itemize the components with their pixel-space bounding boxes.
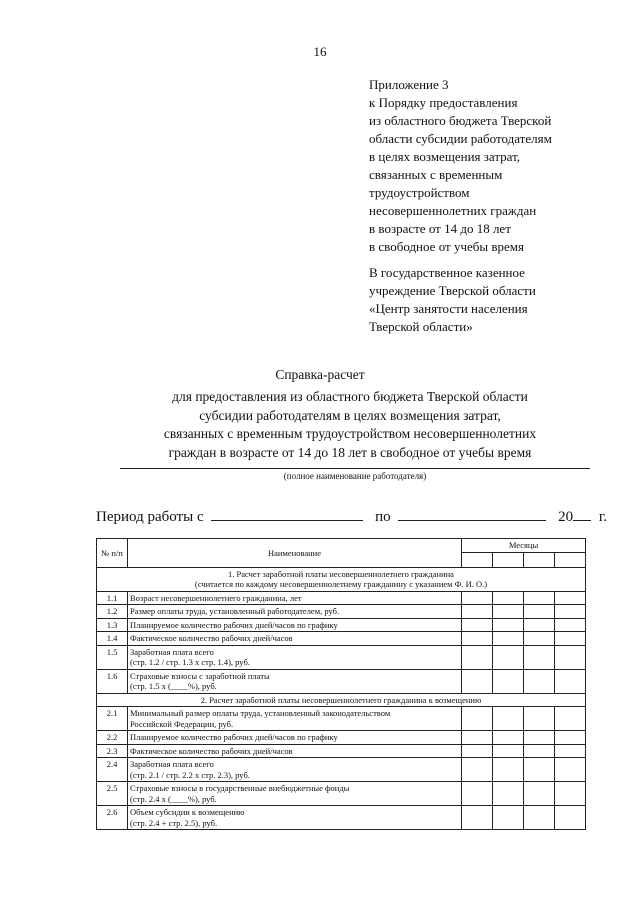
table-row [97, 618, 586, 632]
period-from-field[interactable] [211, 506, 363, 521]
subtitle-line: граждан в возрасте от 14 до 18 лет в свободное от учебы время [168, 444, 532, 460]
month-value-cell[interactable] [524, 744, 555, 758]
table-row [97, 632, 586, 646]
period-to-label: по [375, 509, 391, 525]
month-value-cell[interactable] [493, 806, 524, 830]
month-value-cell[interactable] [524, 731, 555, 745]
month-value-cell[interactable] [524, 758, 555, 782]
row-name-line: (стр. 2.1 / стр. 2.2 x стр. 2.3), руб. [130, 769, 250, 780]
row-name-line: Заработная плата всего [130, 759, 214, 769]
document-subtitle [100, 388, 600, 462]
month-value-cell[interactable] [524, 669, 555, 693]
row-number: 1.1 [97, 591, 128, 605]
section-header-row [97, 693, 586, 707]
appendix-line: из областного бюджета Тверской [369, 113, 552, 128]
row-name-line: Возраст несовершеннолетнего гражданина, лет [130, 592, 302, 603]
month-value-cell[interactable] [462, 758, 493, 782]
month-value-cell[interactable] [555, 806, 586, 830]
recipient-block [369, 264, 536, 336]
row-name-line: Страховые взносы в государственные внебюджетные фонды [130, 783, 350, 793]
month-value-cell[interactable] [555, 731, 586, 745]
subtitle-line: для предоставления из областного бюджета Тверской области [172, 389, 528, 404]
section-title-line: 1. Расчет заработной платы несовершеннолетнего гражданина [228, 568, 454, 579]
row-name-line: Объем субсидии к возмещению [130, 807, 245, 817]
month-value-cell[interactable] [462, 744, 493, 758]
row-name [128, 782, 462, 806]
period-year-field[interactable] [573, 506, 591, 521]
subtitle-line: связанных с временным трудоустройством несовершеннолетних [163, 426, 537, 441]
month-value-cell[interactable] [493, 645, 524, 669]
month-value-cell[interactable] [555, 618, 586, 632]
section-header-row [97, 567, 586, 591]
section-title [97, 693, 586, 707]
month-value-cell[interactable] [462, 669, 493, 693]
appendix-block [369, 76, 552, 256]
table-row [97, 731, 586, 745]
column-header-name: Наименование [128, 539, 462, 568]
recipient-line: «Центр занятости населения [369, 301, 528, 316]
column-header-number: № п/п [97, 539, 128, 568]
row-name-line: (стр. 1.2 / стр. 1.3 x стр. 1.4), руб. [130, 657, 250, 667]
month-value-cell[interactable] [524, 782, 555, 806]
row-name [128, 707, 462, 731]
row-number: 1.2 [97, 605, 128, 619]
section-title-line: 2. Расчет заработной платы несовершеннолетнего гражданина к возмещению [200, 694, 482, 705]
appendix-line: несовершеннолетних граждан [369, 203, 537, 218]
month-value-cell[interactable] [555, 758, 586, 782]
row-name-line: Планируемое количество рабочих дней/часов по графику [130, 619, 338, 630]
month-value-cell[interactable] [524, 632, 555, 646]
row-number: 2.1 [97, 707, 128, 731]
employer-name-line[interactable] [120, 468, 590, 469]
recipient-line: учреждение Тверской области [369, 283, 536, 298]
month-column-1 [462, 552, 493, 567]
section-title-line: (считается по каждому несовершеннолетнему гражданину с указанием Ф. И. О.) [194, 579, 488, 589]
period-year-prefix: 20 [558, 509, 574, 525]
row-name [128, 758, 462, 782]
month-value-cell[interactable] [555, 645, 586, 669]
row-name [128, 632, 462, 646]
month-value-cell[interactable] [493, 669, 524, 693]
row-name-line: (стр. 1.5 x (____%), руб. [130, 681, 217, 691]
month-value-cell[interactable] [555, 744, 586, 758]
row-number: 2.3 [97, 744, 128, 758]
month-value-cell[interactable] [555, 782, 586, 806]
row-name [128, 669, 462, 693]
employer-caption: (полное наименование работодателя) [283, 471, 427, 481]
calculation-table [96, 538, 586, 830]
row-number: 1.3 [97, 618, 128, 632]
row-name-line: Фактическое количество рабочих дней/часов [130, 745, 293, 756]
month-value-cell[interactable] [462, 618, 493, 632]
month-value-cell[interactable] [524, 806, 555, 830]
month-value-cell[interactable] [462, 645, 493, 669]
month-column-2 [493, 552, 524, 567]
table-row [97, 744, 586, 758]
row-number: 1.4 [97, 632, 128, 646]
month-value-cell[interactable] [524, 707, 555, 731]
subtitle-line: субсидии работодателям в целях возмещения затрат, [199, 407, 501, 423]
row-name [128, 605, 462, 619]
month-value-cell[interactable] [462, 605, 493, 619]
month-value-cell[interactable] [524, 645, 555, 669]
row-name [128, 731, 462, 745]
table-row [97, 669, 586, 693]
month-value-cell[interactable] [493, 758, 524, 782]
month-value-cell[interactable] [462, 731, 493, 745]
month-value-cell[interactable] [493, 744, 524, 758]
row-name-line: (стр. 2.4 + стр. 2.5), руб. [130, 817, 218, 828]
document-title: Справка-расчет [275, 367, 365, 382]
row-number: 1.5 [97, 645, 128, 669]
row-number: 2.4 [97, 758, 128, 782]
row-number: 2.5 [97, 782, 128, 806]
appendix-line: области субсидии работодателям [369, 131, 552, 146]
period-to-field[interactable] [398, 506, 546, 521]
page-number: 16 [313, 44, 327, 59]
month-value-cell[interactable] [555, 669, 586, 693]
row-number: 2.6 [97, 806, 128, 830]
appendix-line: в целях возмещения затрат, [369, 149, 521, 164]
row-name-line: Размер оплаты труда, установленный работодателем, руб. [130, 606, 340, 616]
row-name-line: Планируемое количество рабочих дней/часов по графику [130, 732, 338, 742]
month-value-cell[interactable] [555, 605, 586, 619]
table-row [97, 645, 586, 669]
row-name-line: Фактическое количество рабочих дней/часов [130, 633, 293, 643]
month-column-4 [555, 552, 586, 567]
month-value-cell[interactable] [493, 618, 524, 632]
row-number: 2.2 [97, 731, 128, 745]
month-value-cell[interactable] [462, 591, 493, 605]
row-name-line: Заработная плата всего [130, 646, 214, 657]
month-value-cell[interactable] [462, 707, 493, 731]
month-value-cell[interactable] [462, 782, 493, 806]
row-name-line: Минимальный размер оплаты труда, установленный законодательством [130, 708, 391, 718]
table-row [97, 707, 586, 731]
month-value-cell[interactable] [524, 618, 555, 632]
month-value-cell[interactable] [524, 591, 555, 605]
section-title [97, 567, 586, 591]
recipient-line: В государственное казенное [369, 265, 525, 280]
row-number: 1.6 [97, 669, 128, 693]
appendix-line: в свободное от учебы время [369, 239, 524, 254]
month-value-cell[interactable] [462, 632, 493, 646]
period-year-suffix: г. [598, 509, 608, 525]
month-value-cell[interactable] [493, 605, 524, 619]
month-value-cell[interactable] [493, 782, 524, 806]
month-value-cell[interactable] [493, 591, 524, 605]
month-value-cell[interactable] [493, 632, 524, 646]
work-period-row [96, 506, 607, 526]
table-row [97, 782, 586, 806]
appendix-line: связанных с временным [369, 167, 503, 182]
month-value-cell[interactable] [493, 731, 524, 745]
month-value-cell[interactable] [524, 605, 555, 619]
row-name [128, 645, 462, 669]
table-row [97, 806, 586, 830]
appendix-line: Приложение 3 [369, 77, 449, 92]
month-value-cell[interactable] [555, 632, 586, 646]
appendix-line: к Порядку предоставления [369, 95, 518, 110]
row-name-line: (стр. 2.4 x (____%), руб. [130, 793, 217, 804]
month-value-cell[interactable] [493, 707, 524, 731]
column-header-months: Месяцы [462, 539, 586, 553]
row-name [128, 618, 462, 632]
appendix-line: трудоустройством [369, 185, 470, 200]
table-row [97, 605, 586, 619]
month-value-cell[interactable] [555, 707, 586, 731]
row-name [128, 806, 462, 830]
month-column-3 [524, 552, 555, 567]
row-name [128, 744, 462, 758]
row-name-line: Российской Федерации, руб. [130, 718, 234, 729]
recipient-line: Тверской области» [369, 319, 473, 334]
row-name [128, 591, 462, 605]
month-value-cell[interactable] [555, 591, 586, 605]
row-name-line: Страховые взносы с заработной платы [130, 670, 270, 681]
appendix-line: в возрасте от 14 до 18 лет [369, 221, 511, 236]
period-from-label: Период работы с [96, 509, 204, 525]
table-row [97, 591, 586, 605]
month-value-cell[interactable] [462, 806, 493, 830]
table-row [97, 758, 586, 782]
